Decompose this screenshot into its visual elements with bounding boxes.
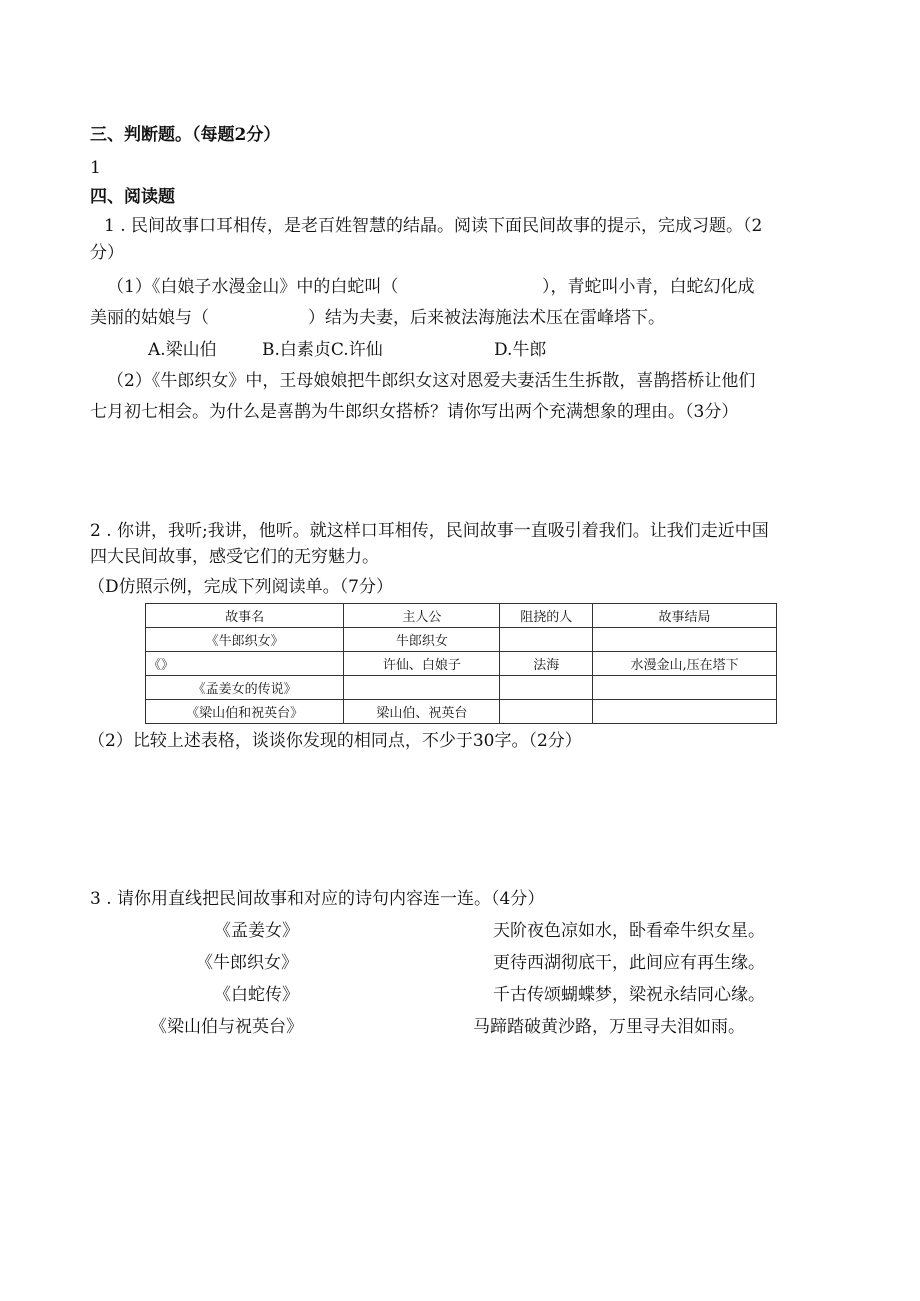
q2-intro-line1: 2 . 你讲，我听;我讲，他听。就这样口耳相传，民间故事一直吸引着我们。让我们走近中国 <box>90 521 769 541</box>
table-cell <box>593 676 777 700</box>
story-item: 《牛郎织女》 <box>196 953 298 973</box>
table-cell <box>593 700 777 724</box>
q3-intro: 3 . 请你用直线把民间故事和对应的诗句内容连一连。（4分） <box>90 889 545 909</box>
table-header: 主人公 <box>344 604 500 628</box>
table-header-row <box>146 604 777 628</box>
q2-p2: （2）比较上述表格，谈谈你发现的相同点，不少于30字。（2分） <box>88 731 582 751</box>
q1-p1-part-a: （1）《白娘子水漫金山》中的白蛇叫（ <box>107 277 399 297</box>
section4-heading: 四、阅读题 <box>90 187 175 207</box>
table-cell: 梁山伯、祝英台 <box>344 700 500 724</box>
table-cell <box>500 700 593 724</box>
poem-item: 更待西湖彻底干，此间应有再生缘。 <box>493 953 765 973</box>
story-item: 《白蛇传》 <box>214 985 299 1005</box>
q1-p1-part-b: ），青蛇叫小青，白蛇幻化成 <box>542 277 755 297</box>
section3-item-number: 1 <box>90 158 101 178</box>
table-row <box>146 652 777 676</box>
table-header: 阻挠的人 <box>500 604 593 628</box>
option-d: D.牛郎 <box>494 340 547 360</box>
option-a: A.梁山伯 <box>148 340 217 360</box>
table-cell: 水漫金山,压在塔下 <box>593 652 777 676</box>
poem-item: 千古传颂蝴蝶梦，梁祝永结同心缘。 <box>493 985 765 1005</box>
q2-intro-line2: 四大民间故事，感受它们的无穷魅力。 <box>90 547 379 567</box>
story-item: 《梁山伯与祝英台》 <box>150 1017 303 1037</box>
table-cell <box>500 628 593 652</box>
table-cell: 许仙、白娘子 <box>344 652 500 676</box>
story-item: 《孟姜女》 <box>214 921 299 941</box>
poem-item: 马蹄踏破黄沙路，万里寻夫泪如雨。 <box>473 1017 745 1037</box>
table-cell <box>500 676 593 700</box>
q1-p1-line2-a: 美丽的姑娘与（ <box>90 308 209 328</box>
table-cell: 《》 <box>146 652 344 676</box>
table-cell <box>593 628 777 652</box>
q2-p1: （D仿照示例，完成下列阅读单。（7分） <box>88 577 393 597</box>
table-cell: 《牛郎织女》 <box>146 628 344 652</box>
option-bc: B.白素贞C.许仙 <box>262 340 383 360</box>
poem-item: 天阶夜色凉如水，卧看牵牛织女星。 <box>493 921 765 941</box>
table-row <box>146 628 777 652</box>
table-header: 故事名 <box>146 604 344 628</box>
table-cell: 《孟姜女的传说》 <box>146 676 344 700</box>
table-cell: 法海 <box>500 652 593 676</box>
section3-heading: 三、判断题。（每题2分） <box>90 125 281 145</box>
table-cell: 《梁山伯和祝英台》 <box>146 700 344 724</box>
q1-intro-line2: 分） <box>90 243 124 263</box>
reading-table <box>145 603 777 724</box>
table-cell <box>344 676 500 700</box>
table-row <box>146 700 777 724</box>
table-row <box>146 676 777 700</box>
q1-p1-line2-b: ）结为夫妻，后来被法海施法术压在雷峰塔下。 <box>308 308 665 328</box>
q1-p2-line2: 七月初七相会。为什么是喜鹊为牛郎织女搭桥？请你写出两个充满想象的理由。（3分） <box>90 402 739 422</box>
table-header: 故事结局 <box>593 604 777 628</box>
q1-intro-line1: 1 . 民间故事口耳相传，是老百姓智慧的结晶。阅读下面民间故事的提示，完成习题。（2 <box>104 216 763 236</box>
table-cell: 牛郎织女 <box>344 628 500 652</box>
q1-p2-line1: （2）《牛郎织女》中，王母娘娘把牛郎织女这对恩爱夫妻活生生拆散，喜鹊搭桥让他们 <box>107 371 756 391</box>
